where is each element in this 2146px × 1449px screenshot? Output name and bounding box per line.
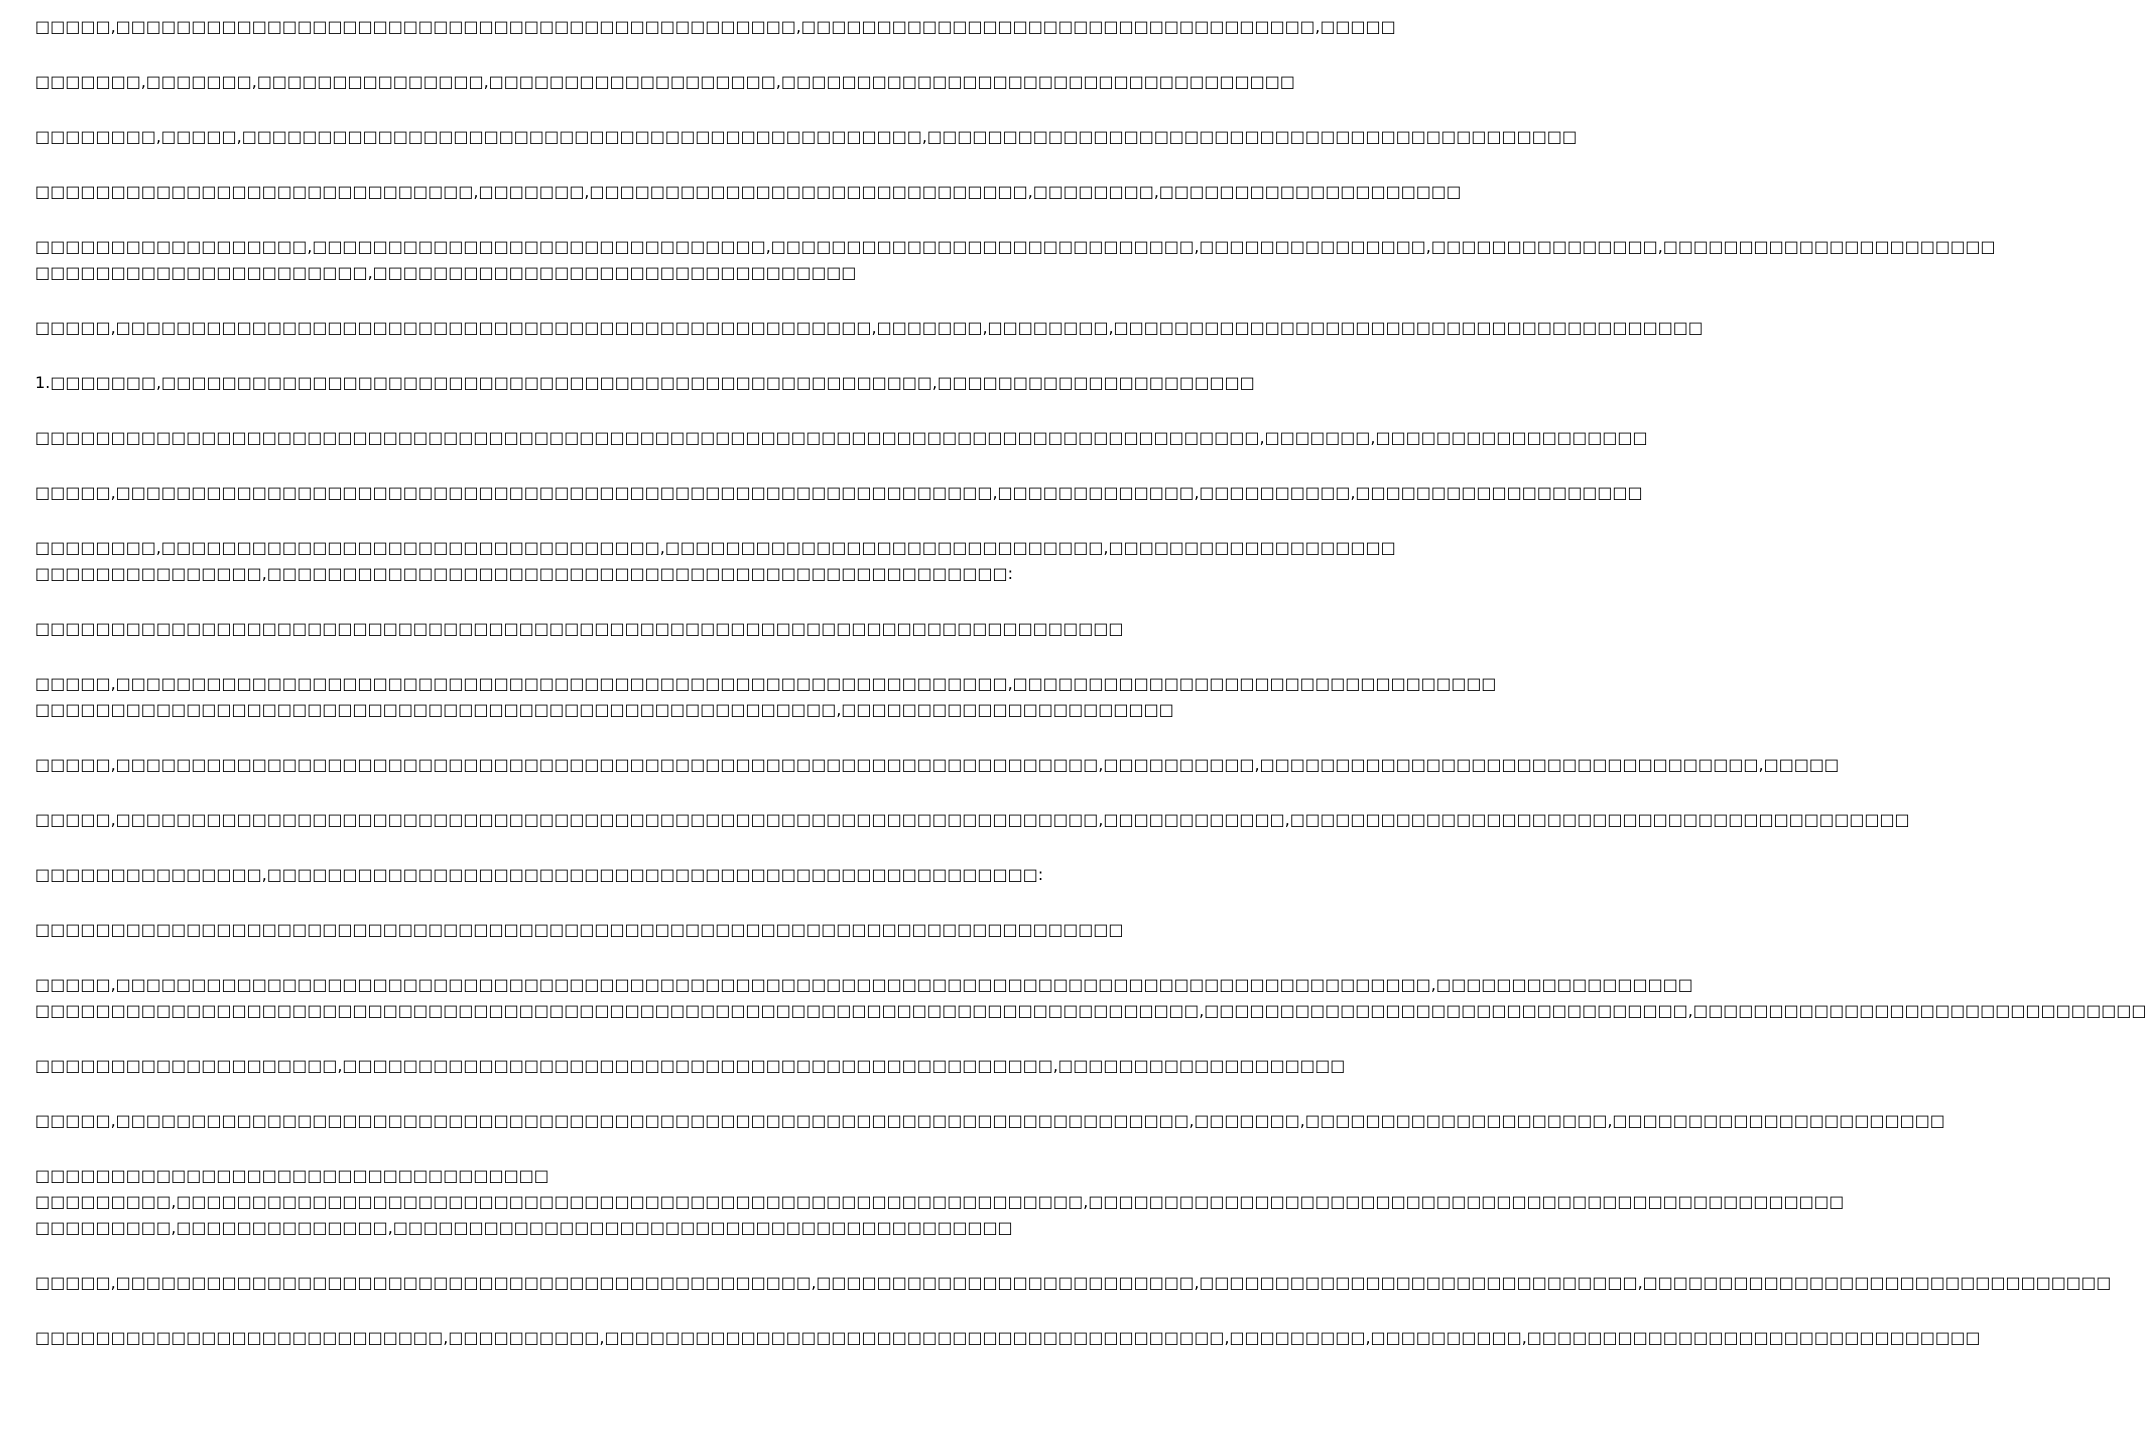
paragraph <box>35 315 1704 341</box>
text-line: □□□□□□□□□□□□□□□□□□□□□□□□□□□□□□□□□□□□□□□□□□□□□□□□□□□□□,□□□□□□□□□□□□□□□□□□□□□□ <box>35 700 1174 719</box>
paragraph <box>35 807 1910 833</box>
paragraph <box>35 1053 1346 1079</box>
paragraph <box>35 1108 1945 1134</box>
paragraph <box>35 69 1295 95</box>
text-line: □□□□□□□□□□□□□□□,□□□□□□□□□□□□□□□□□□□□□□□□□□□□□□□□□□□□□□□□□□□□□□□□□: <box>35 564 1013 583</box>
paragraph <box>35 972 2146 1024</box>
text-line: □□□□□□□□□□□□□□□□□□□□□□,□□□□□□□□□□□□□□□□□□□□□□□□□□□□□□□□ <box>35 263 857 282</box>
text-line: □□□□□□□□,□□□□□,□□□□□□□□□□□□□□□□□□□□□□□□□□□□□□□□□□□□□□□□□□□□□,□□□□□□□□□□□□□□□□□□□□□□□□□□□□□□□□□□□□□□□□□□□ <box>35 127 1578 146</box>
paragraph <box>35 1270 2112 1296</box>
paragraph <box>35 179 1462 205</box>
paragraph <box>35 535 1396 587</box>
text-line: □□□□□□□□□□□□□□□□□□□□□□□□□□□□□,□□□□□□□,□□□□□□□□□□□□□□□□□□□□□□□□□□□□□,□□□□□□□□,□□□□□□□□□□□□□□□□□□□□ <box>35 182 1462 201</box>
paragraph <box>35 124 1578 150</box>
paragraph <box>35 671 1497 723</box>
document-body <box>35 14 2146 1434</box>
paragraph <box>35 370 1255 396</box>
text-line: □□□□□□□□□□□□□□□□□□□□□□□□□□□□□□□□□□□□□□□□□□□□□□□□□□□□□□□□□□□□□□□□□□□□□□□□ <box>35 619 1124 638</box>
text-line: □□□□□□□□□□□□□□□□□□□□,□□□□□□□□□□□□□□□□□□□□□□□□□□□□□□□□□□□□□□□□□□□□□□□,□□□□□□□□□□□□□□□□□□□ <box>35 1056 1346 1075</box>
paragraph <box>35 862 1044 888</box>
paragraph <box>35 752 1840 778</box>
text-line: □□□□□□□□□□□□□□□□□□□□□□□□□□□□□□□□□□ <box>35 1166 549 1185</box>
paragraph <box>35 1325 1981 1351</box>
text-line: □□□□□□□□□□□□□□□□□□□□□□□□□□□□□□□□□□□□□□□□□□□□□□□□□□□□□□□□□□□□□□□□□□□□□□□□□□□□□,□□□□□□□□□□□□□□□□□□□□□□□□□□□□□□□□,□□□□□□□□□□□□□□□□□□□□□□□□□□□□□□ <box>35 1001 2146 1020</box>
text-line: □□□□□,□□□□□□□□□□□□□□□□□□□□□□□□□□□□□□□□□□□□□□□□□□□□□□□□□□□□□□□□□□□,□□□□□□□□□□□□□□□□□□□□□□□□□□□□□□□□ <box>35 674 1497 693</box>
text-line: 1.□□□□□□□,□□□□□□□□□□□□□□□□□□□□□□□□□□□□□□□□□□□□□□□□□□□□□□□□□□□,□□□□□□□□□□□□□□□□□□□□□ <box>35 373 1255 392</box>
text-line: □□□□□,□□□□□□□□□□□□□□□□□□□□□□□□□□□□□□□□□□□□□□□□□□□□□□□□□□□□□□□□□□□□□□□□□□□□□□□□□□□□□□□□□□□□□□□,□□□□□□□□□□□□□□□□□ <box>35 975 1693 994</box>
paragraph <box>35 1163 1845 1241</box>
text-line: □□□□□□□□□□□□□□□□□□□□□□□□□□□□□□□□□□□□□□□□□□□□□□□□□□□□□□□□□□□□□□□□□□□□□□□□□□□□□□□□□,□□□□□□□,□□□□□□□□□□□□□□□□□□ <box>35 428 1648 447</box>
paragraph <box>35 425 1648 451</box>
text-line: □□□□□,□□□□□□□□□□□□□□□□□□□□□□□□□□□□□□□□□□□□□□□□□□□□□□□□□□□□□□□□□□□□□□□□□,□□□□□□□□□□,□□□□□□□□□□□□□□□□□□□□□□□□□□□□□□□□□,□□□□□ <box>35 755 1840 774</box>
text-line: □□□□□,□□□□□□□□□□□□□□□□□□□□□□□□□□□□□□□□□□□□□□□□□□□□□□,□□□□□□□□□□□□□□□□□□□□□□□□□,□□□□□□□□□□□□□□□□□□□□□□□□□□□□□,□□□□□□□□□□□□□□□□□□□□□□□□□□□□□□□ <box>35 1273 2112 1292</box>
text-line: □□□□□□□□□,□□□□□□□□□□□□□□□□□□□□□□□□□□□□□□□□□□□□□□□□□□□□□□□□□□□□□□□□□□□□,□□□□□□□□□□□□□□□□□□□□□□□□□□□□□□□□□□□□□□□□□□□□□□□□□□ <box>35 1192 1845 1211</box>
paragraph <box>35 234 1996 286</box>
text-line: □□□□□□□□□□□□□□□□□□,□□□□□□□□□□□□□□□□□□□□□□□□□□□□□□,□□□□□□□□□□□□□□□□□□□□□□□□□□□□,□□□□□□□□□□□□□□□,□□□□□□□□□□□□□□□,□□□□□□□□□□□□□□□□□□□□□□ <box>35 237 1996 256</box>
paragraph <box>35 616 1124 642</box>
text-line: □□□□□□□□□□□□□□□,□□□□□□□□□□□□□□□□□□□□□□□□□□□□□□□□□□□□□□□□□□□□□□□□□□□: <box>35 865 1044 884</box>
text-line: □□□□□,□□□□□□□□□□□□□□□□□□□□□□□□□□□□□□□□□□□□□□□□□□□□□□□□□□□□□□□□□□,□□□□□□□□□□□□□,□□□□□□□□□□,□□□□□□□□□□□□□□□□□□□ <box>35 483 1643 502</box>
text-line: □□□□□□□□□□□□□□□□□□□□□□□□□□□□□□□□□□□□□□□□□□□□□□□□□□□□□□□□□□□□□□□□□□□□□□□□ <box>35 920 1124 939</box>
text-line: □□□□□□□,□□□□□□□,□□□□□□□□□□□□□□□,□□□□□□□□□□□□□□□□□□□,□□□□□□□□□□□□□□□□□□□□□□□□□□□□□□□□□□ <box>35 72 1295 91</box>
text-line: □□□□□,□□□□□□□□□□□□□□□□□□□□□□□□□□□□□□□□□□□□□□□□□□□□□□□□□□,□□□□□□□,□□□□□□□□,□□□□□□□□□□□□□□□□□□□□□□□□□□□□□□□□□□□□□□□ <box>35 318 1704 337</box>
text-line: □□□□□□□□,□□□□□□□□□□□□□□□□□□□□□□□□□□□□□□□□□,□□□□□□□□□□□□□□□□□□□□□□□□□□□□□,□□□□□□□□□□□□□□□□□□□ <box>35 538 1396 557</box>
paragraph <box>35 917 1124 943</box>
text-line: □□□□□□□□□,□□□□□□□□□□□□□□,□□□□□□□□□□□□□□□□□□□□□□□□□□□□□□□□□□□□□□□□□ <box>35 1218 1013 1237</box>
text-line: □□□□□,□□□□□□□□□□□□□□□□□□□□□□□□□□□□□□□□□□□□□□□□□□□□□□□□□□□□□□□□□□□□□□□□□,□□□□□□□□□□□□,□□□□□□□□□□□□□□□□□□□□□□□□□□□□□□□□□□□□□□□□□ <box>35 810 1910 829</box>
text-line: □□□□□□□□□□□□□□□□□□□□□□□□□□□,□□□□□□□□□□,□□□□□□□□□□□□□□□□□□□□□□□□□□□□□□□□□□□□□□□□□,□□□□□□□□□,□□□□□□□□□□,□□□□□□□□□□□□□□□□□□□□□□□□□□□□□□ <box>35 1328 1981 1347</box>
paragraph <box>35 480 1643 506</box>
paragraph <box>35 14 1396 40</box>
text-line: □□□□□,□□□□□□□□□□□□□□□□□□□□□□□□□□□□□□□□□□□□□□□□□□□□□□□□□□□□□□□□□□□□□□□□□□□□□□□,□□□□□□□,□□□□□□□□□□□□□□□□□□□□,□□□□□□□□□□□□□□□□□□□□□□ <box>35 1111 1945 1130</box>
text-line: □□□□□,□□□□□□□□□□□□□□□□□□□□□□□□□□□□□□□□□□□□□□□□□□□□□,□□□□□□□□□□□□□□□□□□□□□□□□□□□□□□□□□□,□□□□□ <box>35 17 1396 36</box>
